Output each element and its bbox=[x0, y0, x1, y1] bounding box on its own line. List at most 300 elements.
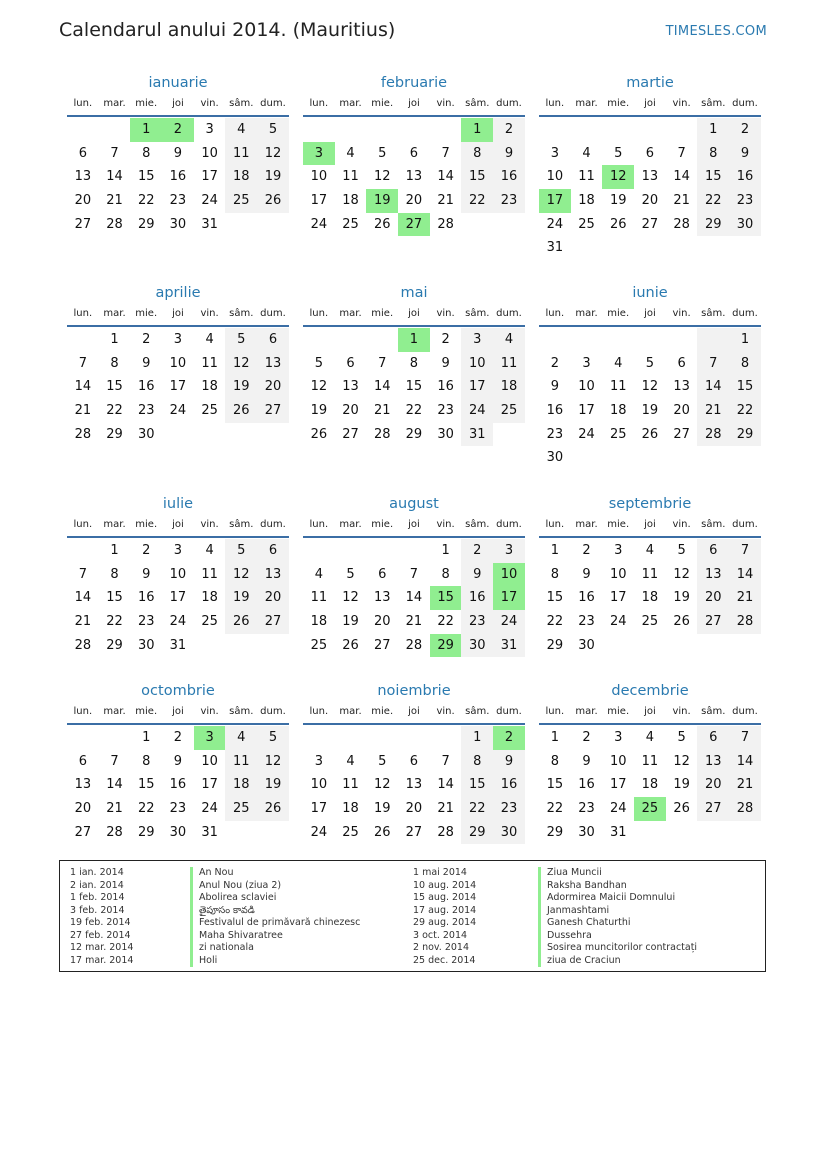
holiday-day-cell: 25 bbox=[634, 797, 666, 821]
day-cell: 7 bbox=[110, 145, 119, 161]
day-cell: 21 bbox=[729, 586, 761, 610]
day-cell: 15 bbox=[137, 169, 155, 185]
empty-cell bbox=[225, 213, 257, 237]
empty-cell bbox=[67, 726, 99, 750]
empty-cell bbox=[697, 821, 729, 845]
day-cell: 22 bbox=[461, 797, 493, 821]
day-cell: 3 bbox=[173, 332, 183, 347]
day-cell: 26 bbox=[673, 801, 690, 817]
day-cell: 9 bbox=[550, 379, 559, 395]
legend-right-names bbox=[538, 867, 697, 967]
empty-cell bbox=[430, 118, 462, 142]
empty-cell bbox=[602, 446, 634, 470]
weekday-label: mie. bbox=[135, 706, 158, 717]
day-cell: 26 bbox=[257, 189, 289, 213]
day-cell: 6 bbox=[697, 726, 729, 750]
day-cell: 9 bbox=[142, 566, 151, 582]
day-cell: 12 bbox=[257, 750, 289, 774]
month-name: iulie bbox=[162, 496, 194, 512]
day-cell: 22 bbox=[546, 801, 564, 817]
day-cell: 6 bbox=[378, 566, 387, 582]
weekday-label: mar. bbox=[339, 519, 362, 530]
month-aprilie bbox=[67, 283, 289, 446]
empty-cell bbox=[634, 821, 666, 845]
day-cell: 19 bbox=[609, 193, 627, 209]
month-iulie bbox=[67, 494, 289, 657]
day-cell: 24 bbox=[310, 216, 328, 232]
day-cell: 2 bbox=[142, 543, 151, 558]
day-cell: 30 bbox=[493, 821, 525, 845]
day-cell: 1 bbox=[729, 328, 761, 352]
empty-cell bbox=[366, 726, 398, 750]
weekday-header bbox=[539, 303, 761, 327]
day-cell: 6 bbox=[409, 753, 419, 769]
empty-cell bbox=[697, 236, 729, 260]
day-cell: 7 bbox=[78, 355, 87, 371]
day-cell: 3 bbox=[550, 145, 559, 161]
weekday-label: sâm. bbox=[229, 519, 254, 530]
day-cell: 4 bbox=[346, 753, 355, 769]
day-grid bbox=[67, 539, 289, 657]
day-cell: 14 bbox=[673, 169, 690, 185]
empty-cell bbox=[697, 634, 729, 658]
day-cell: 20 bbox=[405, 801, 423, 817]
empty-cell bbox=[225, 634, 257, 658]
day-cell: 12 bbox=[225, 352, 257, 376]
day-cell: 8 bbox=[142, 145, 151, 161]
weekday-label: lun. bbox=[73, 98, 93, 109]
day-cell: 25 bbox=[225, 797, 257, 821]
day-cell: 2 bbox=[582, 543, 591, 558]
day-cell: 6 bbox=[697, 539, 729, 563]
month-name: octombrie bbox=[141, 683, 215, 699]
empty-cell bbox=[634, 634, 666, 658]
weekday-label: mar. bbox=[103, 98, 126, 109]
day-cell: 5 bbox=[314, 355, 323, 371]
weekday-header bbox=[539, 93, 761, 117]
day-cell: 8 bbox=[461, 142, 493, 166]
weekday-label: sâm. bbox=[465, 519, 490, 530]
legend-left-dates bbox=[70, 867, 133, 967]
weekday-label: dum. bbox=[260, 519, 286, 530]
empty-cell bbox=[398, 118, 430, 142]
holiday-day-cell: 15 bbox=[430, 586, 462, 610]
day-cell: 26 bbox=[609, 216, 627, 232]
day-cell: 19 bbox=[342, 614, 359, 630]
day-cell: 17 bbox=[201, 169, 218, 185]
day-cell: 22 bbox=[106, 403, 123, 419]
weekday-label: lun. bbox=[309, 706, 329, 717]
day-cell: 9 bbox=[173, 753, 183, 769]
day-cell: 21 bbox=[405, 614, 423, 630]
day-cell: 8 bbox=[461, 750, 493, 774]
day-cell: 13 bbox=[697, 563, 729, 587]
day-cell: 25 bbox=[342, 216, 359, 232]
weekday-label: lun. bbox=[73, 308, 93, 319]
legend-name: Janmashtami bbox=[538, 905, 697, 918]
weekday-label: dum. bbox=[496, 308, 522, 319]
weekday-header bbox=[303, 701, 525, 725]
weekday-header bbox=[303, 93, 525, 117]
day-cell: 28 bbox=[729, 610, 761, 634]
day-cell: 4 bbox=[493, 328, 525, 352]
day-cell: 2 bbox=[142, 332, 151, 347]
weekday-header bbox=[67, 514, 289, 538]
day-cell: 7 bbox=[729, 726, 761, 750]
day-cell: 1 bbox=[697, 118, 729, 142]
site-logo-text[interactable]: TIMESLES.COM bbox=[665, 24, 767, 39]
month-name: septembrie bbox=[608, 496, 692, 512]
day-cell: 17 bbox=[609, 590, 627, 606]
weekday-header bbox=[303, 303, 525, 327]
day-cell: 29 bbox=[137, 216, 155, 232]
day-cell: 17 bbox=[169, 590, 187, 606]
day-cell: 20 bbox=[373, 614, 391, 630]
day-cell: 3 bbox=[614, 730, 623, 745]
weekday-label: dum. bbox=[496, 519, 522, 530]
day-cell: 14 bbox=[437, 169, 454, 185]
weekday-label: joi bbox=[644, 519, 656, 530]
day-cell: 7 bbox=[441, 753, 450, 769]
day-cell: 21 bbox=[74, 614, 92, 630]
day-cell: 23 bbox=[437, 403, 454, 419]
empty-cell bbox=[366, 118, 398, 142]
day-cell: 24 bbox=[609, 614, 627, 630]
day-cell: 8 bbox=[550, 753, 559, 769]
day-cell: 12 bbox=[257, 142, 289, 166]
day-cell: 8 bbox=[110, 566, 119, 582]
day-cell: 22 bbox=[405, 403, 423, 419]
day-cell: 20 bbox=[697, 586, 729, 610]
weekday-label: vin. bbox=[436, 519, 455, 530]
day-cell: 27 bbox=[373, 637, 391, 653]
empty-cell bbox=[335, 118, 367, 142]
day-cell: 2 bbox=[729, 118, 761, 142]
empty-cell bbox=[99, 726, 131, 750]
day-cell: 15 bbox=[729, 375, 761, 399]
empty-cell bbox=[729, 821, 761, 845]
day-cell: 10 bbox=[169, 566, 187, 582]
day-cell: 10 bbox=[310, 169, 328, 185]
legend-date: 17 aug. 2014 bbox=[413, 904, 477, 916]
empty-cell bbox=[162, 423, 194, 447]
day-cell: 13 bbox=[405, 169, 423, 185]
day-cell: 11 bbox=[578, 169, 595, 185]
empty-cell bbox=[666, 118, 698, 142]
day-cell: 15 bbox=[461, 165, 493, 189]
day-cell: 6 bbox=[346, 355, 355, 371]
day-cell: 16 bbox=[578, 777, 595, 793]
day-cell: 4 bbox=[582, 145, 591, 161]
day-grid bbox=[67, 726, 289, 844]
day-cell: 28 bbox=[405, 637, 423, 653]
day-cell: 19 bbox=[641, 403, 659, 419]
weekday-header bbox=[67, 701, 289, 725]
day-cell: 19 bbox=[673, 590, 690, 606]
day-cell: 5 bbox=[645, 355, 655, 371]
day-cell: 1 bbox=[461, 726, 493, 750]
legend-date: 17 mar. 2014 bbox=[70, 954, 134, 966]
day-cell: 18 bbox=[342, 193, 359, 209]
day-cell: 15 bbox=[546, 590, 564, 606]
day-cell: 22 bbox=[137, 801, 155, 817]
day-cell: 18 bbox=[310, 614, 328, 630]
day-cell: 21 bbox=[373, 403, 391, 419]
month-august bbox=[303, 494, 525, 657]
month-name: noiembrie bbox=[377, 683, 451, 699]
day-cell: 21 bbox=[437, 801, 454, 817]
day-grid bbox=[303, 539, 525, 657]
day-cell: 11 bbox=[342, 169, 359, 185]
day-cell: 20 bbox=[673, 403, 690, 419]
day-cell: 5 bbox=[677, 543, 686, 558]
day-cell: 12 bbox=[373, 777, 391, 793]
day-cell: 29 bbox=[137, 824, 155, 840]
day-cell: 20 bbox=[697, 773, 729, 797]
legend-name: Abolirea sclaviei bbox=[190, 892, 360, 905]
day-cell: 3 bbox=[493, 539, 525, 563]
holiday-day-cell: 2 bbox=[493, 726, 525, 750]
weekday-label: mie. bbox=[371, 706, 394, 717]
day-cell: 7 bbox=[441, 145, 450, 161]
day-cell: 16 bbox=[137, 379, 155, 395]
empty-cell bbox=[634, 328, 666, 352]
day-cell: 16 bbox=[437, 379, 454, 395]
day-cell: 21 bbox=[106, 801, 123, 817]
day-cell: 3 bbox=[461, 328, 493, 352]
holiday-legend bbox=[59, 860, 766, 972]
day-grid bbox=[303, 328, 525, 446]
day-cell: 19 bbox=[257, 773, 289, 797]
weekday-label: sâm. bbox=[465, 98, 490, 109]
day-cell: 7 bbox=[378, 355, 387, 371]
weekday-label: sâm. bbox=[229, 308, 254, 319]
day-cell: 14 bbox=[437, 777, 454, 793]
day-cell: 25 bbox=[225, 189, 257, 213]
weekday-header bbox=[67, 93, 289, 117]
day-cell: 21 bbox=[74, 403, 92, 419]
day-cell: 24 bbox=[310, 824, 328, 840]
legend-date: 29 aug. 2014 bbox=[413, 917, 477, 928]
weekday-label: lun. bbox=[73, 706, 93, 717]
day-cell: 7 bbox=[78, 566, 87, 582]
empty-cell bbox=[257, 634, 289, 658]
weekday-label: vin. bbox=[200, 706, 219, 717]
day-cell: 19 bbox=[673, 777, 690, 793]
day-cell: 20 bbox=[641, 193, 659, 209]
day-cell: 20 bbox=[405, 193, 423, 209]
day-cell: 1 bbox=[550, 730, 559, 745]
weekday-label: mar. bbox=[339, 706, 362, 717]
day-cell: 9 bbox=[493, 142, 525, 166]
month-name: aprilie bbox=[155, 285, 201, 301]
empty-cell bbox=[666, 634, 698, 658]
legend-name: Ganesh Chaturthi bbox=[538, 917, 697, 930]
weekday-label: mie. bbox=[607, 519, 630, 530]
day-cell: 10 bbox=[609, 753, 627, 769]
legend-date: 27 feb. 2014 bbox=[70, 929, 131, 941]
day-cell: 24 bbox=[493, 610, 525, 634]
empty-cell bbox=[602, 634, 634, 658]
weekday-label: vin. bbox=[672, 308, 691, 319]
weekday-label: joi bbox=[408, 519, 420, 530]
weekday-label: vin. bbox=[672, 519, 691, 530]
empty-cell bbox=[430, 726, 462, 750]
legend-date: 19 feb. 2014 bbox=[70, 917, 131, 928]
day-cell: 8 bbox=[729, 352, 761, 376]
empty-cell bbox=[634, 118, 666, 142]
day-cell: 18 bbox=[201, 379, 218, 395]
day-cell: 9 bbox=[582, 753, 591, 769]
weekday-label: dum. bbox=[732, 519, 758, 530]
month-name: decembrie bbox=[611, 683, 689, 699]
weekday-header bbox=[303, 514, 525, 538]
day-cell: 22 bbox=[546, 614, 564, 630]
day-cell: 13 bbox=[641, 169, 659, 185]
legend-name: ziua de Craciun bbox=[538, 955, 697, 968]
day-grid bbox=[539, 726, 761, 844]
day-cell: 4 bbox=[614, 355, 623, 371]
day-cell: 27 bbox=[697, 797, 729, 821]
day-cell: 24 bbox=[169, 614, 187, 630]
weekday-label: joi bbox=[644, 308, 656, 319]
day-cell: 14 bbox=[74, 590, 92, 606]
day-cell: 16 bbox=[169, 777, 187, 793]
day-cell: 4 bbox=[314, 566, 323, 582]
month-septembrie bbox=[539, 494, 761, 657]
weekday-label: dum. bbox=[260, 706, 286, 717]
empty-cell bbox=[666, 236, 698, 260]
day-cell: 31 bbox=[201, 824, 218, 840]
day-cell: 11 bbox=[225, 750, 257, 774]
day-cell: 13 bbox=[673, 379, 690, 395]
day-cell: 13 bbox=[257, 563, 289, 587]
day-cell: 22 bbox=[437, 614, 454, 630]
month-name: februarie bbox=[380, 75, 448, 91]
day-cell: 1 bbox=[550, 543, 559, 558]
day-cell: 5 bbox=[257, 726, 289, 750]
day-cell: 19 bbox=[373, 801, 391, 817]
day-cell: 25 bbox=[310, 637, 328, 653]
day-cell: 4 bbox=[346, 145, 355, 161]
empty-cell bbox=[571, 118, 603, 142]
day-cell: 22 bbox=[106, 614, 123, 630]
weekday-label: vin. bbox=[436, 706, 455, 717]
empty-cell bbox=[398, 726, 430, 750]
day-cell: 20 bbox=[74, 193, 92, 209]
weekday-label: joi bbox=[172, 706, 184, 717]
month-martie bbox=[539, 73, 761, 260]
day-cell: 31 bbox=[461, 423, 493, 447]
holiday-day-cell: 1 bbox=[130, 118, 162, 142]
legend-date: 2 ian. 2014 bbox=[70, 879, 124, 891]
empty-cell bbox=[99, 118, 131, 142]
holiday-day-cell: 17 bbox=[539, 189, 571, 213]
day-cell: 31 bbox=[609, 824, 627, 840]
holiday-day-cell: 1 bbox=[398, 328, 430, 352]
day-cell: 23 bbox=[578, 801, 595, 817]
day-cell: 12 bbox=[641, 379, 659, 395]
day-cell: 30 bbox=[461, 634, 493, 658]
empty-cell bbox=[493, 423, 525, 447]
day-cell: 3 bbox=[205, 122, 214, 137]
day-cell: 5 bbox=[378, 145, 387, 161]
day-cell: 23 bbox=[169, 193, 187, 209]
day-cell: 27 bbox=[74, 824, 92, 840]
day-cell: 10 bbox=[201, 753, 218, 769]
day-cell: 11 bbox=[201, 355, 218, 371]
day-cell: 31 bbox=[169, 637, 187, 653]
weekday-label: dum. bbox=[496, 706, 522, 717]
day-cell: 25 bbox=[342, 824, 359, 840]
day-cell: 28 bbox=[373, 426, 391, 442]
day-cell: 28 bbox=[437, 824, 454, 840]
holiday-day-cell: 12 bbox=[602, 165, 634, 189]
legend-date: 1 mai 2014 bbox=[413, 867, 467, 878]
day-cell: 14 bbox=[729, 750, 761, 774]
day-cell: 28 bbox=[729, 797, 761, 821]
legend-date: 3 oct. 2014 bbox=[413, 929, 468, 941]
day-cell: 12 bbox=[673, 566, 690, 582]
weekday-label: dum. bbox=[260, 98, 286, 109]
day-cell: 1 bbox=[110, 332, 119, 347]
weekday-label: mar. bbox=[103, 519, 126, 530]
day-cell: 11 bbox=[493, 352, 525, 376]
legend-name: Festivalul de primăvară chinezesc bbox=[190, 917, 360, 930]
day-cell: 21 bbox=[437, 193, 454, 209]
day-cell: 26 bbox=[373, 824, 391, 840]
day-cell: 24 bbox=[201, 193, 218, 209]
day-cell: 5 bbox=[677, 730, 686, 745]
weekday-label: mar. bbox=[339, 308, 362, 319]
day-cell: 18 bbox=[493, 375, 525, 399]
day-cell: 16 bbox=[461, 586, 493, 610]
day-cell: 17 bbox=[310, 801, 328, 817]
day-cell: 16 bbox=[546, 403, 564, 419]
day-cell: 16 bbox=[729, 165, 761, 189]
day-grid bbox=[539, 328, 761, 470]
empty-cell bbox=[602, 118, 634, 142]
legend-name: An Nou bbox=[190, 867, 360, 880]
weekday-label: mar. bbox=[575, 308, 598, 319]
day-cell: 3 bbox=[314, 753, 323, 769]
day-cell: 7 bbox=[409, 566, 419, 582]
weekday-label: dum. bbox=[732, 706, 758, 717]
day-cell: 2 bbox=[493, 118, 525, 142]
day-cell: 31 bbox=[201, 216, 218, 232]
day-cell: 8 bbox=[110, 355, 119, 371]
day-cell: 28 bbox=[673, 216, 690, 232]
day-cell: 28 bbox=[74, 637, 92, 653]
weekday-label: sâm. bbox=[229, 706, 254, 717]
day-cell: 19 bbox=[310, 403, 328, 419]
day-cell: 1 bbox=[441, 543, 450, 558]
day-cell: 15 bbox=[106, 379, 123, 395]
day-cell: 4 bbox=[645, 543, 655, 558]
day-cell: 27 bbox=[641, 216, 659, 232]
day-cell: 16 bbox=[578, 590, 595, 606]
empty-cell bbox=[303, 539, 335, 563]
day-cell: 5 bbox=[225, 328, 257, 352]
day-cell: 15 bbox=[697, 165, 729, 189]
day-cell: 26 bbox=[342, 637, 359, 653]
month-mai bbox=[303, 283, 525, 446]
day-cell: 12 bbox=[310, 379, 328, 395]
weekday-label: mar. bbox=[339, 98, 362, 109]
day-cell: 11 bbox=[641, 566, 659, 582]
day-cell: 23 bbox=[461, 610, 493, 634]
day-cell: 8 bbox=[697, 142, 729, 166]
